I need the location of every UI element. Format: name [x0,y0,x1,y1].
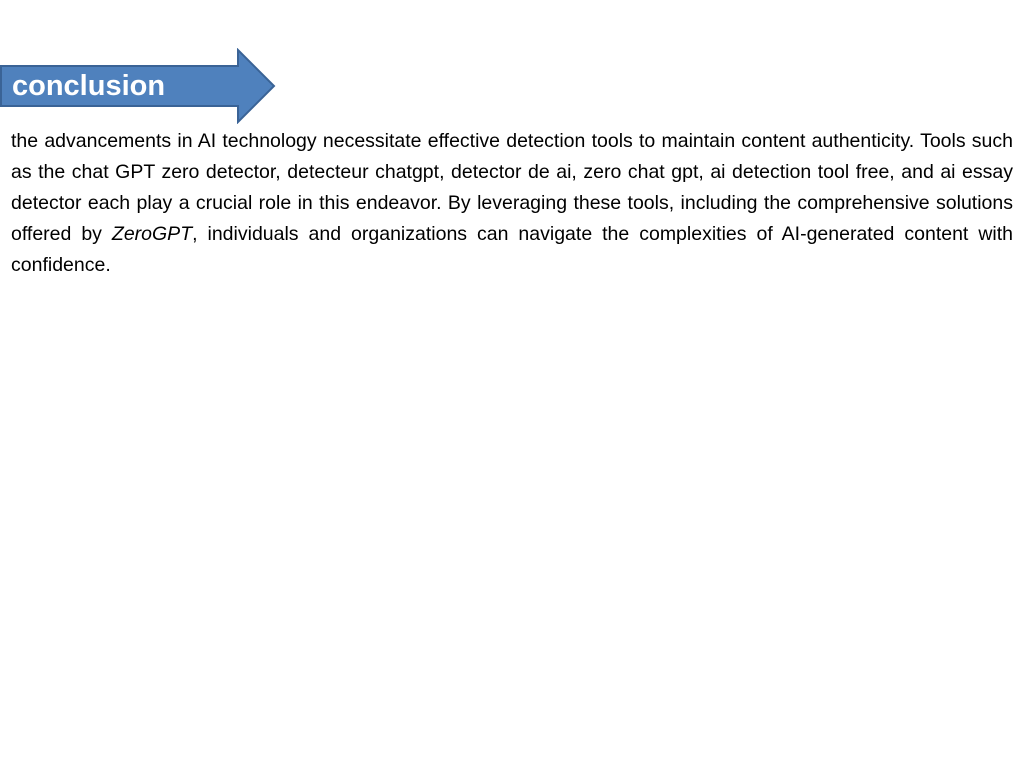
conclusion-arrow-banner [0,48,276,124]
brand-name: ZeroGPT [111,223,193,245]
section-heading: conclusion [12,70,166,102]
paragraph-text-part2: , individuals and organizations can navigate the complexities of AI-generated content with confidence. [11,223,1013,276]
paragraph-text-part1: the advancements in AI technology necessitate effective detection tools to maintain content authenticity. Tools such as the chat GPT zero detector, detecteur chatgpt, detector de ai, zero chat gpt, ai detection tool free, and ai essay detector each play a crucial role in this endeavor. By leveraging these tools, including the comprehensive solutions offered by [11,130,1013,245]
conclusion-paragraph [11,126,1013,281]
